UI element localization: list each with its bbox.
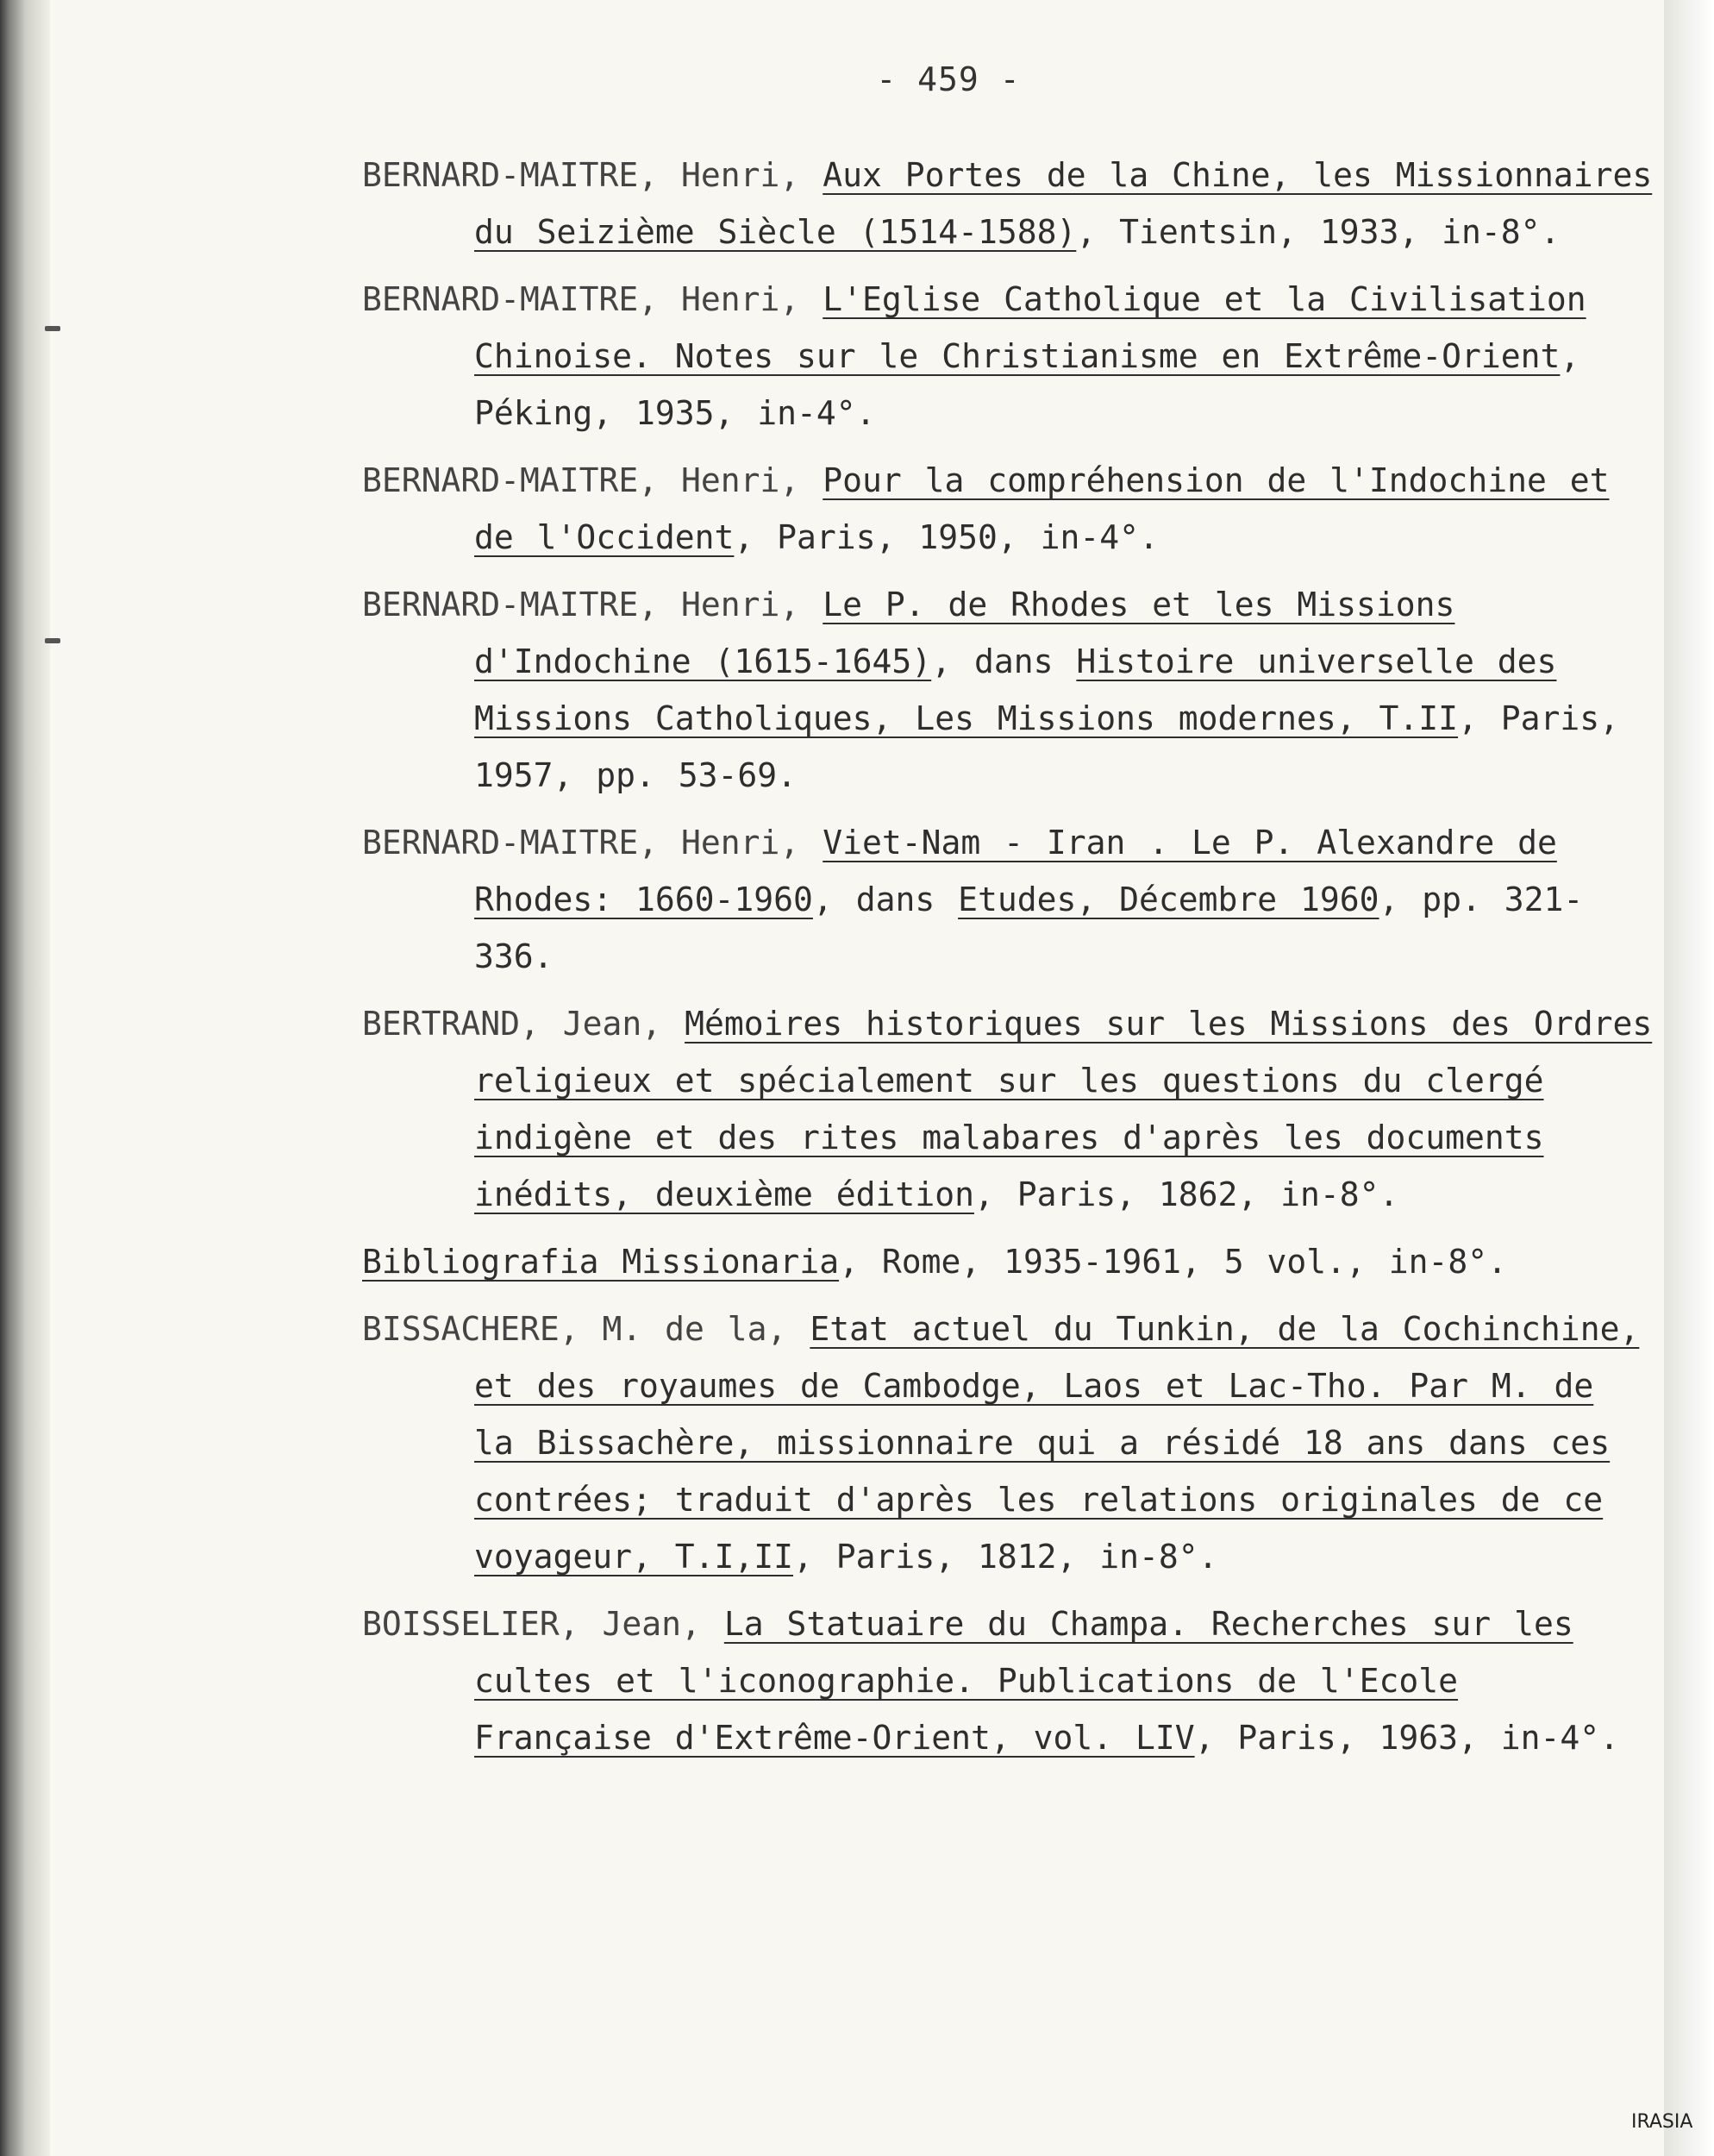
entry-title: Viet-Nam - Iran . Le P. Alexandre de Rhodes: 1660-1960	[474, 824, 1557, 918]
entry-publication: , Paris, 1963, in-4°.	[1194, 1719, 1620, 1757]
binding-staple-mark	[45, 326, 60, 331]
bibliography-entry	[362, 1300, 1655, 1585]
entry-publication: , Paris, 1950, in-4°.	[734, 518, 1159, 556]
entry-publication: , Rome, 1935-1961, 5 vol., in-8°.	[839, 1243, 1508, 1281]
entry-author: BERNARD-MAITRE, Henri,	[362, 280, 800, 318]
bibliography-entry	[362, 576, 1655, 804]
bibliography-entry	[362, 452, 1655, 566]
page-number: - 459 -	[876, 60, 1021, 98]
entry-author: BERNARD-MAITRE, Henri,	[362, 156, 800, 194]
entry-publication: , pp. 321-336.	[474, 881, 1584, 975]
book-binding	[0, 0, 50, 2156]
bibliography-entry	[362, 271, 1655, 442]
binding-staple-mark	[45, 638, 60, 643]
entry-title: Pour la compréhension de l'Indochine et de l'Occident	[474, 461, 1610, 556]
bibliography-entry	[362, 147, 1655, 260]
entry-title: L'Eglise Catholique et la Civilisation Chinoise. Notes sur le Christianisme en Extrême-Orient	[474, 280, 1586, 375]
entry-title: Aux Portes de la Chine, les Missionnaires du Seizième Siècle (1514-1588)	[474, 156, 1653, 251]
entry-author: BERNARD-MAITRE, Henri,	[362, 824, 800, 862]
entry-connector: , dans	[931, 642, 1077, 680]
entry-publication: , Paris, 1812, in-8°.	[793, 1538, 1218, 1576]
entry-publication: , Paris, 1862, in-8°.	[973, 1175, 1399, 1213]
bibliography-entry	[362, 814, 1655, 985]
entry-author: BOISSELIER, Jean,	[362, 1605, 701, 1643]
entry-title: Le P. de Rhodes et les Missions d'Indochine (1615-1645)	[474, 586, 1455, 680]
scan-background-edge	[1664, 0, 1714, 2156]
entry-publication: , Péking, 1935, in-4°.	[474, 337, 1580, 432]
entry-title: Mémoires historiques sur les Missions des Ordres religieux et spécialement sur les questions du clergé indigène et des rites malabares d'après les documents inédits, deuxième édition	[474, 1005, 1653, 1213]
archive-watermark: IRASIA	[1631, 2111, 1693, 2133]
entry-publication: , Tientsin, 1933, in-8°.	[1076, 213, 1561, 251]
entry-title: Etat actuel du Tunkin, de la Cochinchine, et des royaumes de Cambodge, Laos et Lac-Tho. Par M. de la Bissachère, missionnaire qui a résidé 18 ans dans ces contrées; traduit d'après les relations originales de ce voyageur, T.I,II	[474, 1310, 1640, 1576]
entry-author: BERTRAND, Jean,	[362, 1005, 662, 1043]
entry-title: La Statuaire du Champa. Recherches sur les cultes et l'iconographie. Publications de l'Ecole Française d'Extrême-Orient, vol. LIV	[474, 1605, 1573, 1757]
bibliography-entry	[362, 1233, 1655, 1290]
bibliography-entry	[362, 995, 1655, 1223]
entry-container-title: Histoire universelle des Missions Catholiques, Les Missions modernes, T.II	[474, 642, 1557, 737]
entry-author: BISSACHERE, M. de la,	[362, 1310, 787, 1348]
bibliography-list	[362, 147, 1655, 1777]
entry-container-title: Etudes, Décembre 1960	[958, 881, 1379, 918]
entry-publication: , Paris, 1957, pp. 53-69.	[474, 699, 1620, 794]
entry-connector: , dans	[812, 881, 959, 918]
entry-author: BERNARD-MAITRE, Henri,	[362, 586, 800, 624]
bibliography-entry	[362, 1595, 1655, 1766]
entry-author: BERNARD-MAITRE, Henri,	[362, 461, 800, 499]
entry-title: Bibliografia Missionaria	[362, 1243, 840, 1281]
